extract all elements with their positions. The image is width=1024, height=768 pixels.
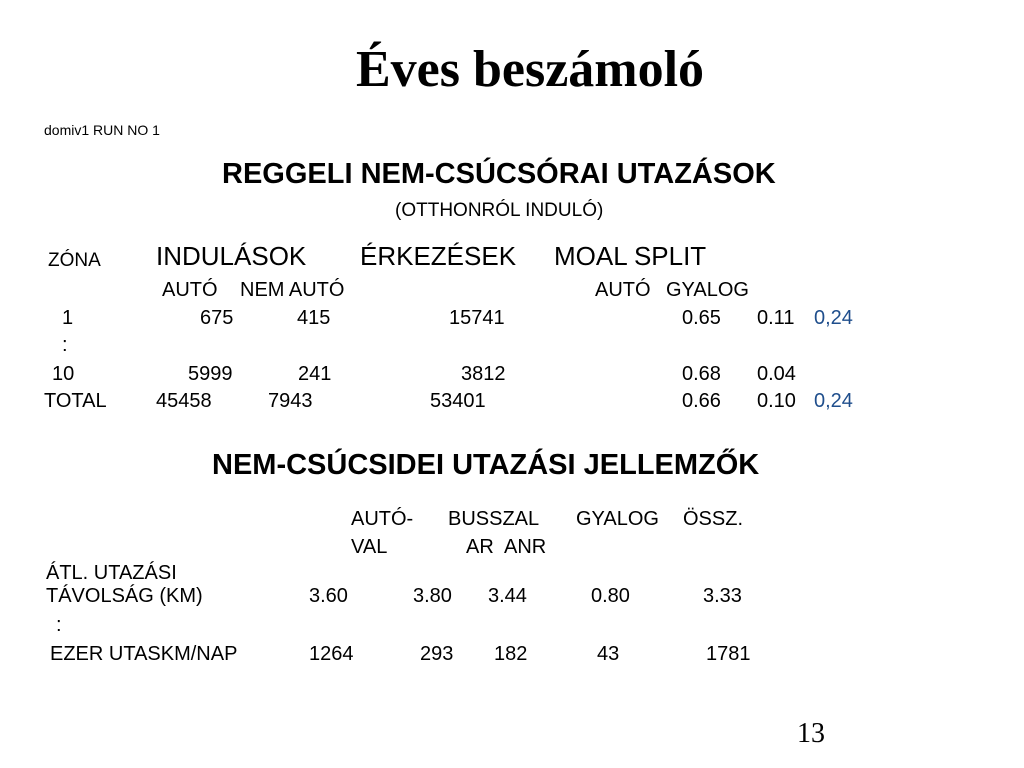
header-arrivals: ÉRKEZÉSEK <box>360 241 517 271</box>
row-ellipsis: : <box>62 334 68 356</box>
row-split-car: 0.65 <box>682 307 721 329</box>
subheader-split-walk: GYALOG <box>666 279 749 301</box>
section1-subheading: (OTTHONRÓL INDULÓ) <box>395 200 604 221</box>
header-bus: BUSSZAL <box>448 508 540 530</box>
row-ar: 293 <box>420 643 454 665</box>
row-walk: 43 <box>597 643 620 665</box>
section1-heading: REGGELI NEM-CSÚCSÓRAI UTAZÁSOK <box>222 158 776 190</box>
row-walk: 0.80 <box>591 585 630 607</box>
row-auto: 1264 <box>309 643 354 665</box>
slide-title: Éves beszámoló <box>355 41 705 98</box>
header-zone: ZÓNA <box>48 250 101 271</box>
header-total: ÖSSZ. <box>683 508 744 530</box>
row-zone: 10 <box>52 363 75 385</box>
row-ar: 3.80 <box>413 585 452 607</box>
row-arrivals: 3812 <box>461 363 506 385</box>
row-total: 3.33 <box>703 585 742 607</box>
row-extra: 0,24 <box>814 390 853 412</box>
row-auto: 3.60 <box>309 585 348 607</box>
row-label: EZER UTASKM/NAP <box>50 643 238 665</box>
run-label: domiv1 RUN NO 1 <box>44 122 160 138</box>
page-number: 13 <box>797 718 825 749</box>
subheader-car: AUTÓ <box>162 279 218 301</box>
subheader-non-car: NEM AUTÓ <box>240 279 345 301</box>
row-label-line1: ÁTL. UTAZÁSI <box>46 562 177 584</box>
header-ar: AR <box>466 536 494 558</box>
row-car: 675 <box>200 307 234 329</box>
header-departures: INDULÁSOK <box>156 241 307 271</box>
section2-heading: NEM-CSÚCSIDEI UTAZÁSI JELLEMZŐK <box>212 449 760 481</box>
row-arrivals: 53401 <box>430 390 486 412</box>
row-non-car: 241 <box>298 363 332 385</box>
header-val: VAL <box>351 536 388 558</box>
row-label-line2: TÁVOLSÁG (KM) <box>46 585 203 607</box>
row-split-car: 0.68 <box>682 363 721 385</box>
row-ellipsis: : <box>56 614 62 636</box>
row-split-walk: 0.11 <box>757 307 795 329</box>
row-split-walk: 0.04 <box>757 363 796 385</box>
row-extra: 0,24 <box>814 307 853 329</box>
row-arrivals: 15741 <box>449 307 505 329</box>
row-anr: 182 <box>494 643 528 665</box>
header-auto: AUTÓ- <box>351 508 414 530</box>
header-modal-split: MOAL SPLIT <box>554 241 707 271</box>
row-non-car: 7943 <box>268 390 313 412</box>
row-zone: 1 <box>62 307 74 329</box>
subheader-split-car: AUTÓ <box>595 279 651 301</box>
row-split-car: 0.66 <box>682 390 721 412</box>
row-car: 45458 <box>156 390 212 412</box>
row-non-car: 415 <box>297 307 331 329</box>
header-walk: GYALOG <box>576 508 659 530</box>
row-car: 5999 <box>188 363 233 385</box>
row-total: 1781 <box>706 643 751 665</box>
row-split-walk: 0.10 <box>757 390 796 412</box>
row-zone: TOTAL <box>44 390 107 412</box>
row-anr: 3.44 <box>488 585 527 607</box>
header-anr: ANR <box>504 536 547 558</box>
